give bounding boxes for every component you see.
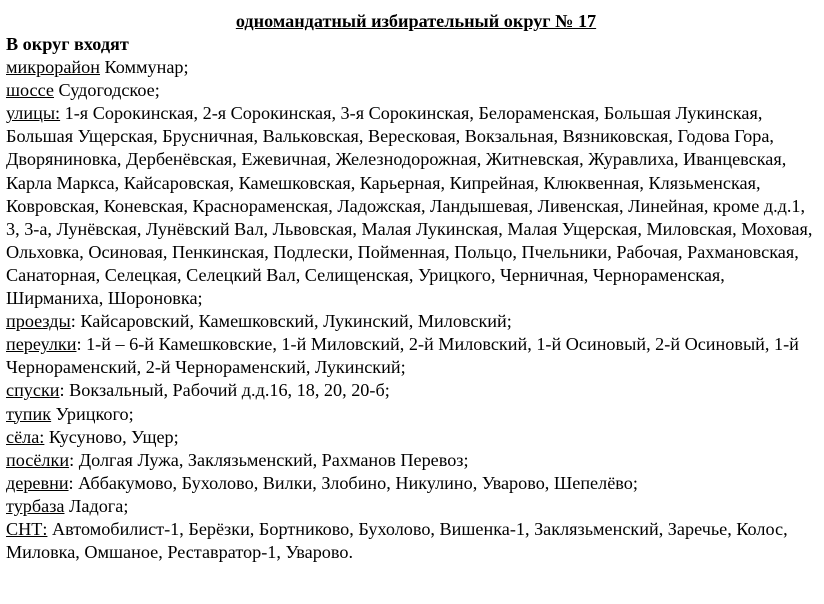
entry-category: турбаза [6, 495, 65, 516]
entry-category: посёлки [6, 449, 70, 470]
entry-villages [6, 426, 818, 449]
entry-text: Вокзальный, Рабочий д.д.16, 18, 20, 20-б; [69, 380, 390, 401]
entry-text: Судогодское; [58, 80, 160, 101]
entry-lanes [6, 333, 818, 379]
entry-category: переулки [6, 334, 77, 355]
entry-text: 1-я Сорокинская, 2-я Сорокинская, 3-я Сорокинская, Белораменская, Большая Лукинская, Большая Ущерская, Брусничная, Вальковская, Вересковая, Вокзальная, Вязниковская, Годова Гора, Дворяниновка, Дербенёвская, Ежевичная, Железнодорожная, Житневская, Журавлиха, Иванцевская, Карла Маркса, Кайсаровская, Камешковская, Карьерная, Кипрейная, Клюквенная, Клязьменская, Ковровская, Коневская, Краснораменская, Ладожская, Ландышевая, Ливенская, Линейная, кроме д.д.1, 3, 3-а, Лунёвская, Лунёвский Вал, Львовская, Малая Лукинская, Малая Ущерская, Миловская, Моховая, Ольховка, Осиновая, Пенкинская, Подлески, Пойменная, Польцо, Пчельники, Рабочая, Рахмановская, Санаторная, Селецкая, Селецкий Вал, Селищенская, Урицкого, Черничная, Чернораменская, Ширманиха, Шороновка; [6, 103, 813, 309]
entry-passages [6, 310, 818, 333]
entry-tourist-base [6, 495, 818, 518]
entry-category: улицы: [6, 103, 61, 124]
entry-microdistrict [6, 56, 818, 79]
entry-text: Кусуново, Ущер; [48, 426, 179, 447]
entry-text: Долгая Лужа, Заклязьменский, Рахманов Перевоз; [78, 449, 469, 470]
entry-text: Коммунар; [104, 57, 189, 78]
intro-text: В округ входят [6, 34, 129, 54]
entry-text: Урицкого; [55, 403, 134, 424]
entry-category: тупик [6, 403, 52, 424]
district-heading: одномандатный избирательный округ № 17 [235, 11, 597, 31]
entry-text: 1-й – 6-й Камешковские, 1-й Миловский, 2-й Миловский, 1-й Осиновый, 2-й Осиновый, 1-й Чернораменский, 2-й Чернораменский, Лукинский; [6, 334, 799, 378]
entry-separator: : [69, 449, 79, 470]
entry-category: шоссе [6, 80, 54, 101]
entry-separator: : [59, 380, 70, 401]
entry-separator: : [68, 472, 79, 493]
entry-streets [6, 102, 818, 310]
entry-category: проезды [6, 311, 71, 332]
entry-settlements [6, 449, 818, 472]
entry-category: спуски [6, 380, 60, 401]
entry-text: Ладога; [69, 495, 129, 516]
entry-text: Кайсаровский, Камешковский, Лукинский, Миловский; [80, 311, 512, 332]
entry-separator: : [76, 334, 87, 355]
entry-highway [6, 79, 818, 102]
entry-category: СНТ: [6, 518, 48, 539]
entry-text: Автомобилист-1, Берёзки, Бортниково, Бухолово, Вишенка-1, Заклязьменский, Заречье, Колос, Миловка, Омшаное, Реставратор-1, Уварово. [6, 518, 788, 563]
entry-descents [6, 379, 818, 402]
entry-hamlets [6, 472, 818, 495]
entry-category: микрорайон [6, 57, 100, 78]
entry-category: сёла: [6, 426, 45, 447]
entry-text: Аббакумово, Бухолово, Вилки, Злобино, Никулино, Уварово, Шепелёво; [78, 472, 638, 493]
entry-category: деревни [6, 472, 69, 493]
entry-dead-end [6, 403, 818, 426]
entry-separator: : [70, 311, 81, 332]
entry-garden-partnerships [6, 518, 818, 564]
